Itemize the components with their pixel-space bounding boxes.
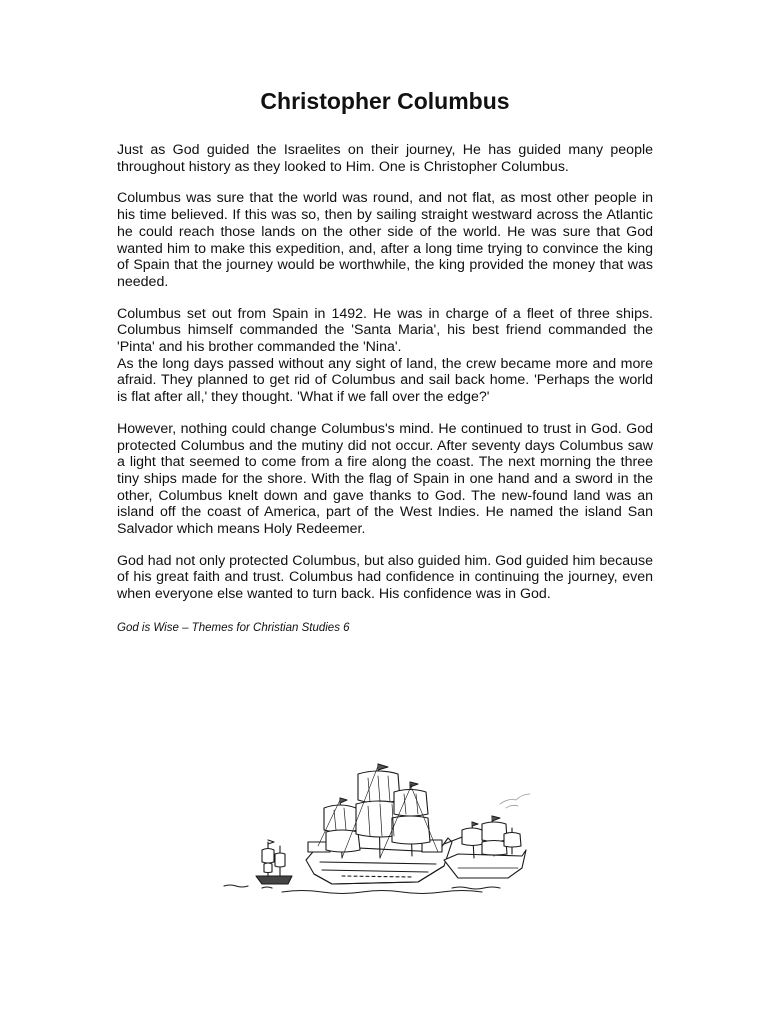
paragraph-crew-afraid: As the long days passed without any sight of land, the crew became more and more afraid. They planned to get rid of Columbus and sail back home. 'Perhaps the world is flat after all,' they thought. 'What if we fall over the edge?' [117,355,653,406]
right-ship-icon [444,816,526,878]
page-title: Christopher Columbus [260,88,510,114]
sea-waves [224,885,500,894]
main-ship-icon [306,764,470,884]
paragraph-landing: However, nothing could change Columbus's mind. He continued to trust in God. God protected Columbus and the mutiny did not occur. After seventy days Columbus saw a light that seemed to come from a fire along the coast. The next morning the three tiny ships made for the shore. With the flag of Spain in one hand and a sword in the other, Columbus knelt down and gave thanks to God. The new-found land was an island off the coast of America, part of the West Indies. He named the island San Salvador which means Holy Redeemer. [117,420,653,538]
paragraph-fleet: Columbus set out from Spain in 1492. He was in charge of a fleet of three ships. Columbus himself commanded the 'Santa Maria', his best friend commanded the 'Pinta' and his brother commanded the 'Nina'. [117,305,653,356]
sailing-ships-icon [222,742,542,900]
paragraph-round-world: Columbus was sure that the world was round, and not flat, as most other people in his time believed. If this was so, then by sailing straight westward across the Atlantic he could reach those lands on the other side of the world. He was sure that God wanted him to make this expedition, and, after a long time trying to convince the king of Spain that the journey would be worthwhile, the king provided the money that was needed. [117,190,653,290]
small-left-ship-icon [256,840,292,884]
paragraph-conclusion: God had not only protected Columbus, but also guided him. God guided him because of his great faith and trust. Columbus had confidence in continuing the journey, even when everyone else wanted to turn back. His confidence was in God. [117,552,653,603]
paragraph-intro: Just as God guided the Israelites on their journey, He has guided many people throughout history as they looked to Him. One is Christopher Columbus. [117,142,653,175]
article-body [117,142,653,635]
bird-sketch-icon [500,794,530,808]
source-credit: God is Wise – Themes for Christian Studies 6 [117,621,350,634]
